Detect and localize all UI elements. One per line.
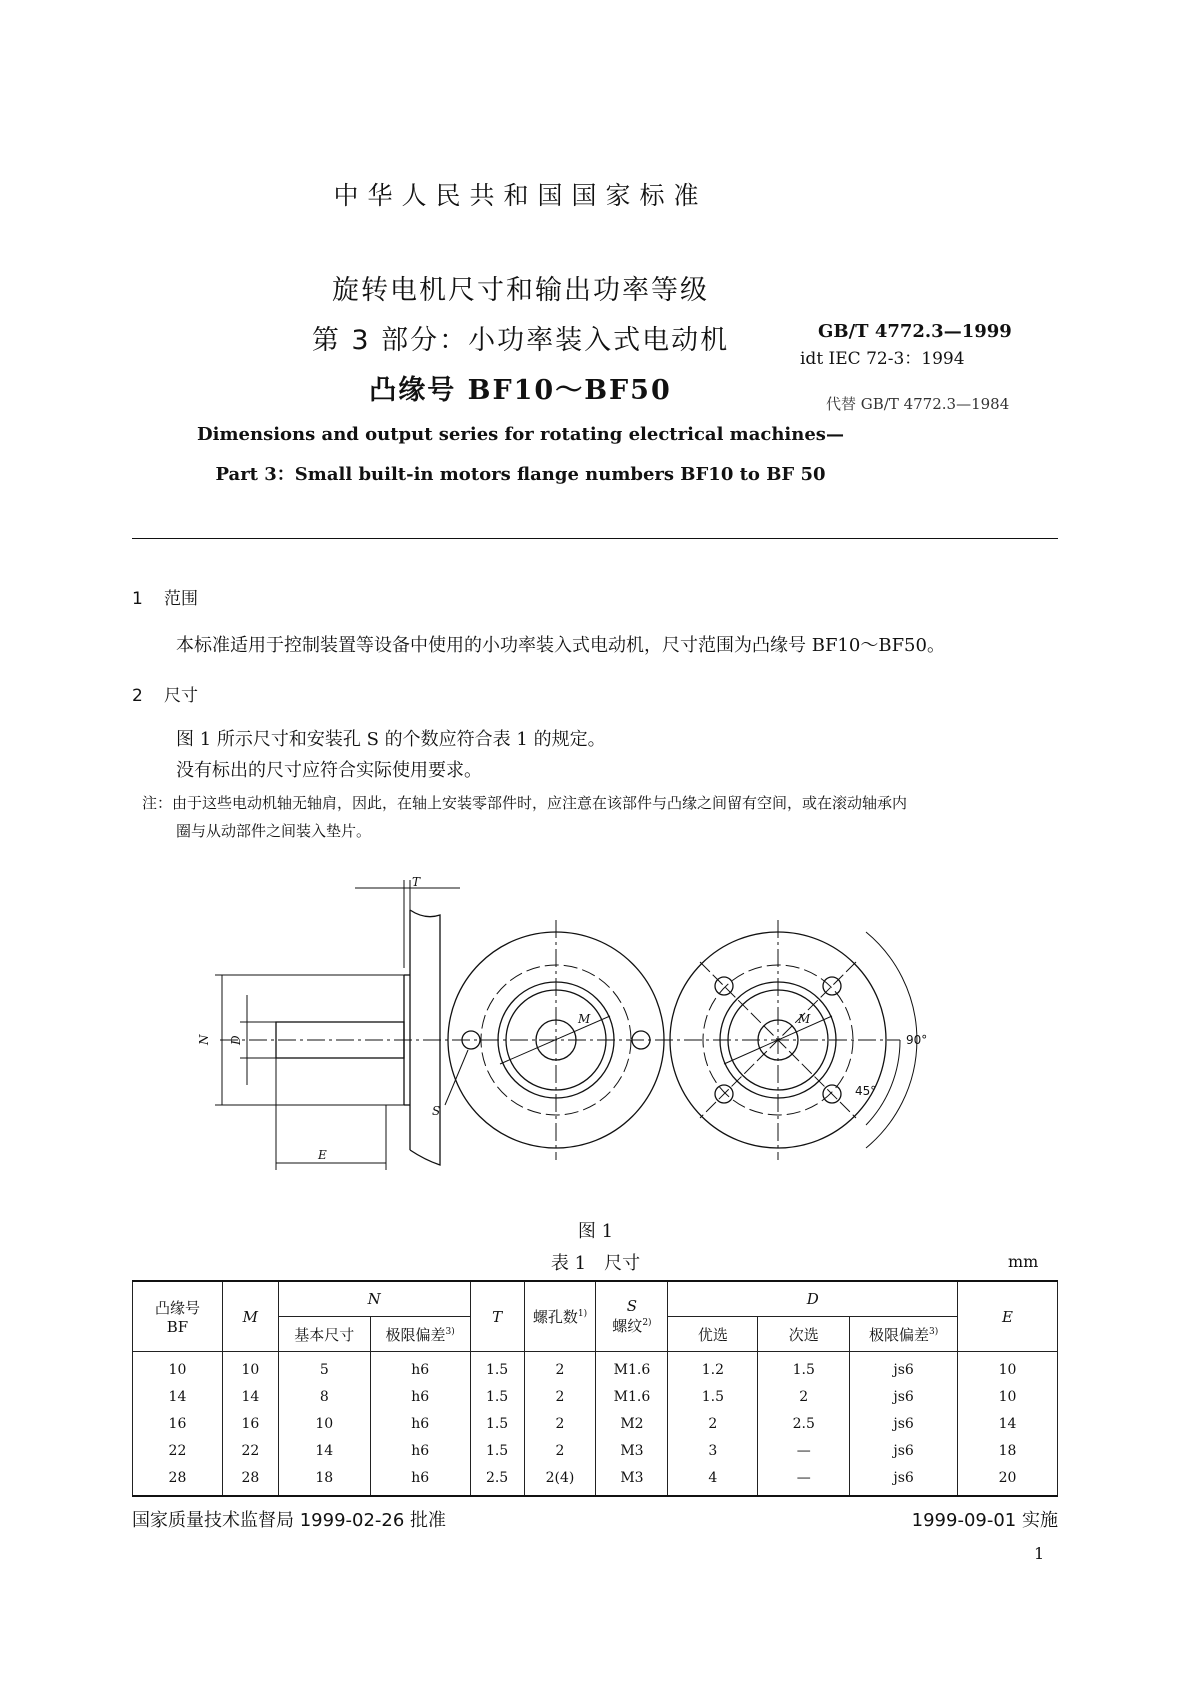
header-M: M	[222, 1281, 278, 1352]
table-cell: 2	[524, 1410, 596, 1437]
section-1-number: 1	[132, 589, 143, 609]
table-row	[133, 1410, 1058, 1437]
header-D-tol-sup: 3)	[929, 1326, 939, 1337]
figure-caption: 图 1	[577, 1221, 614, 1242]
section-2-title: 尺寸	[164, 686, 198, 706]
table-cell: 2	[524, 1437, 596, 1464]
national-standard-heading: 中华人民共和国国家标准	[333, 181, 708, 210]
english-title-line-1: Dimensions and output series for rotating electrical machines—	[197, 424, 844, 445]
table-cell: 14	[222, 1383, 278, 1410]
table-cell: 1.5	[668, 1383, 758, 1410]
table-cell: 10	[222, 1352, 278, 1384]
header-N-basic: 基本尺寸	[278, 1317, 370, 1352]
table-cell: js6	[850, 1383, 958, 1410]
approval-text: 国家质量技术监督局 1999-02-26 批准	[132, 1510, 447, 1531]
label-M-2: M	[798, 1012, 811, 1026]
table-cell: 14	[133, 1383, 223, 1410]
header-S	[596, 1281, 668, 1352]
table-row	[133, 1383, 1058, 1410]
section-2-text-1: 图 1 所示尺寸和安装孔 S 的个数应符合表 1 的规定。	[176, 729, 606, 750]
table-cell: 2.5	[470, 1464, 524, 1496]
table-cell: h6	[370, 1464, 470, 1496]
label-N: N	[197, 1034, 211, 1045]
table-cell: h6	[370, 1352, 470, 1384]
table-cell: M1.6	[596, 1352, 668, 1384]
table-cell: 5	[278, 1352, 370, 1384]
section-1-text: 本标准适用于控制装置等设备中使用的小功率装入式电动机，尺寸范围为凸缘号 BF10～BF50。	[176, 635, 945, 656]
header-holes-sup: 1)	[577, 1309, 588, 1319]
table-cell: h6	[370, 1410, 470, 1437]
table-row	[133, 1464, 1058, 1496]
header-D-tol-label: 极限偏差	[868, 1325, 929, 1344]
title-line-2: 第 3 部分：小功率装入式电动机	[311, 325, 730, 356]
table-cell: 2	[758, 1383, 850, 1410]
table-cell: 1.5	[470, 1410, 524, 1437]
header-T: T	[470, 1281, 524, 1352]
table-cell: 14	[278, 1437, 370, 1464]
table-cell: h6	[370, 1437, 470, 1464]
header-holes	[524, 1281, 596, 1352]
table-cell: M1.6	[596, 1383, 668, 1410]
label-E: E	[318, 1148, 327, 1162]
note-line-2: 圈与从动部件之间装入垫片。	[176, 822, 372, 840]
table-cell: —	[758, 1464, 850, 1496]
table-cell: 1.5	[758, 1352, 850, 1384]
label-90-degrees: 90°	[906, 1033, 928, 1047]
header-holes-label: 螺孔数	[532, 1308, 578, 1326]
header-S-label: S	[626, 1297, 638, 1315]
table-row	[133, 1352, 1058, 1384]
table-cell: 2.5	[758, 1410, 850, 1437]
table-cell: 3	[668, 1437, 758, 1464]
header-flange-sub: BF	[166, 1318, 189, 1336]
table-cell: 1.5	[470, 1352, 524, 1384]
table-cell: 20	[958, 1464, 1058, 1496]
table-cell: 18	[278, 1464, 370, 1496]
table-cell: 22	[133, 1437, 223, 1464]
table-cell: 1.5	[470, 1437, 524, 1464]
table-cell: —	[758, 1437, 850, 1464]
label-M-1: M	[578, 1012, 591, 1026]
header-N-tol-label: 极限偏差	[385, 1325, 446, 1344]
page-number: 1	[1034, 1544, 1045, 1563]
table-cell: 10	[278, 1410, 370, 1437]
table-cell: h6	[370, 1383, 470, 1410]
table-cell: 4	[668, 1464, 758, 1496]
header-S-sub: 螺纹	[612, 1317, 643, 1335]
table-cell: 18	[958, 1437, 1058, 1464]
replaces-reference: 代替 GB/T 4772.3—1984	[826, 395, 1010, 413]
idt-reference: idt IEC 72-3：1994	[800, 349, 965, 369]
side-view	[197, 875, 900, 1170]
header-D-tol	[850, 1317, 958, 1352]
section-2-text-2: 没有标出的尺寸应符合实际使用要求。	[176, 760, 482, 781]
bottom-divider	[132, 1496, 1058, 1497]
table-cell: 2(4)	[524, 1464, 596, 1496]
section-1-title: 范围	[164, 589, 198, 609]
table-cell: M3	[596, 1437, 668, 1464]
label-T: T	[412, 875, 421, 889]
table-cell: 28	[222, 1464, 278, 1496]
header-D: D	[668, 1281, 958, 1317]
header-D-second: 次选	[758, 1317, 850, 1352]
section-2-number: 2	[132, 686, 143, 706]
dimensions-table	[132, 1280, 1058, 1497]
table-cell: 22	[222, 1437, 278, 1464]
header-N-tol-sup: 3)	[445, 1326, 455, 1337]
table-caption: 表 1 尺寸	[550, 1253, 641, 1274]
table-unit: mm	[1008, 1252, 1039, 1271]
table-cell: 14	[958, 1410, 1058, 1437]
section-2-heading	[132, 681, 198, 706]
label-S: S	[432, 1104, 441, 1118]
english-title-line-2: Part 3：Small built-in motors flange numbers BF10 to BF 50	[215, 464, 826, 485]
table-cell: js6	[850, 1352, 958, 1384]
header-flange	[133, 1281, 223, 1352]
table-cell: 28	[133, 1464, 223, 1496]
header-N: N	[278, 1281, 470, 1317]
note-line-1: 注：由于这些电动机轴无轴肩，因此，在轴上安装零部件时，应注意在该部件与凸缘之间留有空间，或在滚动轴承内	[142, 794, 908, 812]
title-line-3: 凸缘号 BF10～BF50	[369, 375, 672, 406]
table-cell: 2	[524, 1383, 596, 1410]
table-cell: js6	[850, 1410, 958, 1437]
figure-1-drawing	[197, 875, 980, 1190]
table-cell: 8	[278, 1383, 370, 1410]
title-line-1: 旋转电机尺寸和输出功率等级	[332, 275, 709, 306]
table-cell: 2	[668, 1410, 758, 1437]
table-cell: 1.5	[470, 1383, 524, 1410]
header-N-tol	[370, 1317, 470, 1352]
top-divider	[132, 538, 1058, 539]
header-E: E	[958, 1281, 1058, 1352]
standard-number: GB/T 4772.3—1999	[818, 321, 1012, 342]
table-cell: M2	[596, 1410, 668, 1437]
header-D-pref: 优选	[668, 1317, 758, 1352]
table-cell: M3	[596, 1464, 668, 1496]
table-cell: js6	[850, 1464, 958, 1496]
table-cell: js6	[850, 1437, 958, 1464]
table-cell: 2	[524, 1352, 596, 1384]
header-S-sup: 2)	[642, 1318, 652, 1328]
header-flange-label: 凸缘号	[154, 1299, 200, 1317]
label-45-degrees: 45°	[855, 1084, 877, 1098]
table-cell: 1.2	[668, 1352, 758, 1384]
table-row	[133, 1437, 1058, 1464]
table-body	[133, 1352, 1058, 1497]
table-cell: 16	[133, 1410, 223, 1437]
implementation-date: 1999-09-01 实施	[911, 1510, 1058, 1531]
table-cell: 10	[133, 1352, 223, 1384]
table-cell: 10	[958, 1383, 1058, 1410]
table-cell: 10	[958, 1352, 1058, 1384]
label-D: D	[229, 1035, 243, 1045]
table-cell: 16	[222, 1410, 278, 1437]
section-1-heading	[132, 584, 198, 609]
